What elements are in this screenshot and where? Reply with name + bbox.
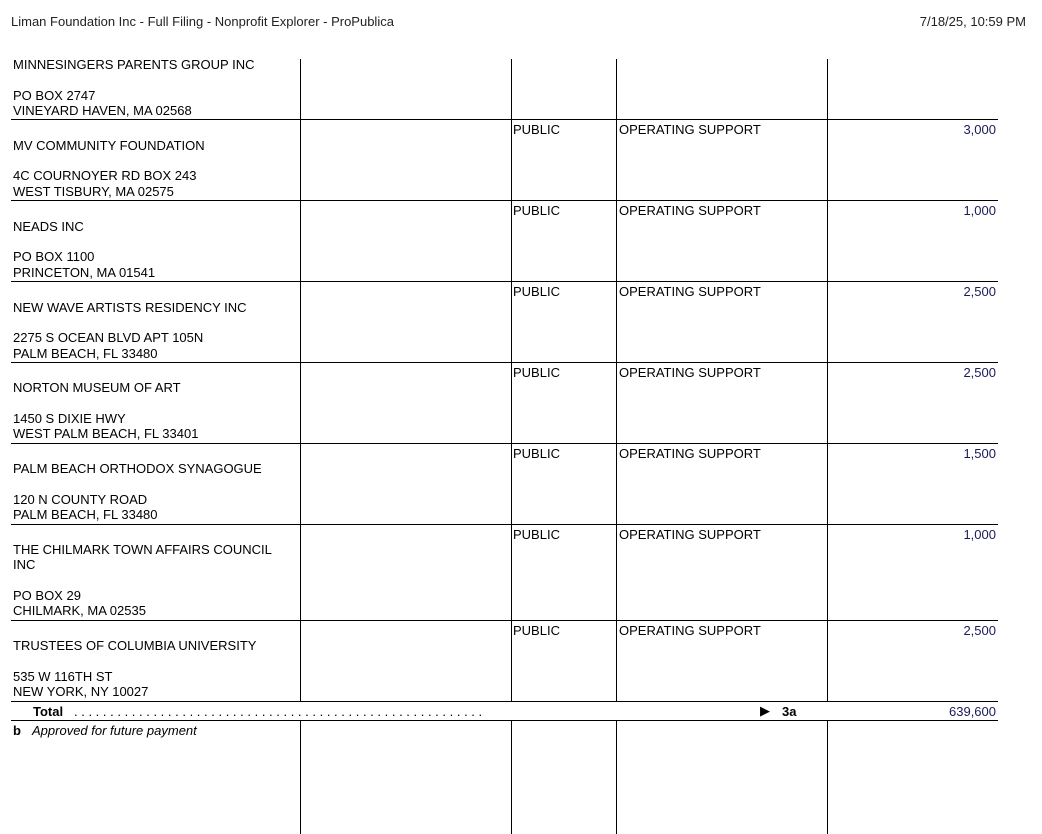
recipient-address: PO BOX 29 [13,588,81,603]
recipient-city: CHILMARK, MA 02535 [13,603,146,618]
grant-purpose: OPERATING SUPPORT [619,122,761,137]
recipient-name: NORTON MUSEUM OF ART [13,380,181,395]
recipient-address: PO BOX 2747 [13,88,96,103]
recipient-name: MV COMMUNITY FOUNDATION [13,138,205,153]
grant-purpose: OPERATING SUPPORT [619,446,761,461]
column-divider [300,721,301,834]
recipient-name: THE CHILMARK TOWN AFFAIRS COUNCIL INC [13,542,272,572]
recipient-name: NEW WAVE ARTISTS RESIDENCY INC [13,300,247,315]
row-divider [11,701,998,702]
grant-amount: 2,500 [963,365,996,380]
row-divider [11,200,998,201]
total-amount: 639,600 [949,704,996,719]
recipient-city: PRINCETON, MA 01541 [13,265,156,280]
recipient-address: PO BOX 1100 [13,249,95,264]
foundation-status: PUBLIC [513,527,560,542]
recipient-city: WEST PALM BEACH, FL 33401 [13,426,199,441]
arrow-right-icon: ▶ [760,703,770,718]
recipient-name: NEADS INC [13,219,84,234]
column-divider [616,59,617,701]
recipient-city: PALM BEACH, FL 33480 [13,507,158,522]
recipient-city: WEST TISBURY, MA 02575 [13,184,174,199]
grant-amount: 3,000 [963,122,996,137]
recipient-city: PALM BEACH, FL 33480 [13,346,158,361]
row-divider [11,524,998,525]
row-divider [11,720,998,721]
row-divider [11,119,998,120]
grant-amount: 2,500 [963,623,996,638]
recipient-address: 2275 S OCEAN BLVD APT 105N [13,330,204,345]
recipient-address: 535 W 116TH ST [13,669,113,684]
recipient-name: MINNESINGERS PARENTS GROUP INC [13,57,255,72]
column-divider [827,59,828,701]
grant-purpose: OPERATING SUPPORT [619,623,761,638]
column-divider [616,721,617,834]
row-divider [11,362,998,363]
grant-amount: 2,500 [963,284,996,299]
column-divider [827,721,828,834]
grant-purpose: OPERATING SUPPORT [619,284,761,299]
recipient-address: 120 N COUNTY ROAD [13,492,148,507]
recipient-city: VINEYARD HAVEN, MA 02568 [13,103,192,118]
section-b-heading: Approved for future payment [32,723,197,738]
recipient-name: PALM BEACH ORTHODOX SYNAGOGUE [13,461,262,476]
foundation-status: PUBLIC [513,203,560,218]
column-divider [511,721,512,834]
grant-purpose: OPERATING SUPPORT [619,527,761,542]
foundation-status: PUBLIC [513,122,560,137]
foundation-status: PUBLIC [513,284,560,299]
column-divider [511,59,512,701]
column-divider [300,59,301,701]
foundation-status: PUBLIC [513,365,560,380]
row-divider [11,620,998,621]
foundation-status: PUBLIC [513,623,560,638]
grant-purpose: OPERATING SUPPORT [619,203,761,218]
leader-dots: . . . . . . . . . . . . . . . . . . . . . . . . . . . . . . . . . . . . . . . . . . . . . . . . . . . . . . . . . [74,704,483,719]
total-label: Total [33,704,64,719]
grant-amount: 1,500 [963,446,996,461]
row-divider [11,281,998,282]
grant-purpose: OPERATING SUPPORT [619,365,761,380]
section-b-letter: b [13,723,21,738]
recipient-name: TRUSTEES OF COLUMBIA UNIVERSITY [13,638,257,653]
line-reference: 3a [782,704,797,719]
recipient-city: NEW YORK, NY 10027 [13,684,149,699]
page-title: Liman Foundation Inc - Full Filing - Nonprofit Explorer - ProPublica [11,14,394,29]
row-divider [11,443,998,444]
recipient-address: 4C COURNOYER RD BOX 243 [13,168,197,183]
recipient-address: 1450 S DIXIE HWY [13,411,126,426]
grant-amount: 1,000 [963,527,996,542]
grant-amount: 1,000 [963,203,996,218]
print-datetime: 7/18/25, 10:59 PM [919,14,1026,29]
foundation-status: PUBLIC [513,446,560,461]
